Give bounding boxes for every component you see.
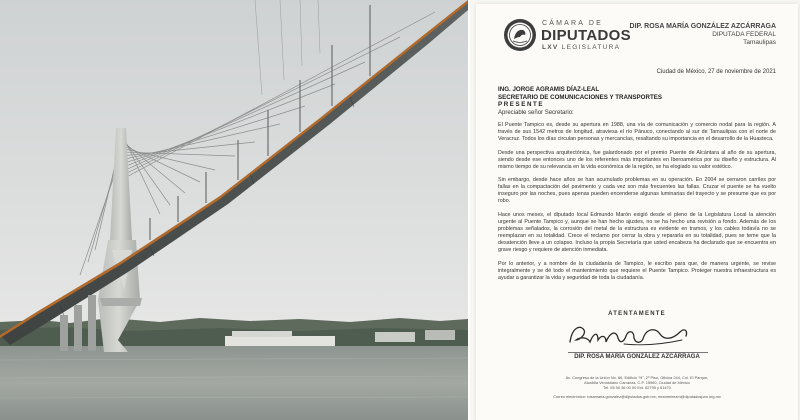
salutation: Apreciable señor Secretario: [498,110,574,116]
sender-block [630,23,776,46]
signature-line [568,352,708,353]
recipient-name: ING. JORGE AGRAMIS DÍAZ-LEAL [498,86,600,93]
camara-diputados-logo [503,17,643,53]
paragraph: Hace unos meses, el diputado local Edmundo Marón exigió desde el pleno de la Legislatura Local la atención urgente al Puente Tampico y, aunque se han hecho ajustes, no se ha hecho una revisión a fondo. Además de los problemas señalados, la corrosión del metal de la estructura es evidente en tramos, y los cables todavía no se reemplazan en su totalidad. Crece el reclamo por cerrar la obra y repararla en su totalidad, pues se teme que la desatención lleve a un colapso. Incluso la propia Secretaría que usted encabeza ha declarado que se encuentra en grave riesgo y requiere de atención inmediata. [498,211,776,254]
deck-orange-stripe [0,0,468,338]
letter-sheet [476,4,798,420]
footer-city: Alcaldía Venustiano Carranza, C.P. 15960, Ciudad de México [584,380,690,386]
closing-text: ATENTAMENTE [608,311,666,317]
letter-date: Ciudad de México, 27 de noviembre de 2021 [656,69,776,75]
signature-name: DIP. ROSA MARÍA GONZÁLEZ AZCÁRRAGA [574,354,700,360]
sender-role: DIPUTADA FEDERAL [712,31,776,38]
footer-address: Av. Congreso de la Unión No. 66, Edificio "H", 2º Piso, Oficina 244, Col. El Parque, [565,375,709,380]
far-shoreline [0,318,468,348]
paragraph: Sin embargo, desde hace años se han acumulado problemas en su operación. En 2004 se cerraron carriles por fallas en la compactación del pavimento y cada vez son más frecuentes las fallas. Cruzar el puente se ha vuelto inseguro por las noches, pues apenas pueden encenderse algunas luminarias del trayecto y se presume que es por robo. [498,177,776,205]
logo-sub-rest: LEGISLATURA [561,44,621,51]
letter-footer [476,375,798,399]
deck-lampposts [150,5,370,240]
recipient-block [498,86,662,109]
logo-sub-bold: LXV [542,44,559,51]
sender-name: DIP. ROSA MARÍA GONZÁLEZ AZCÁRRAGA [629,23,776,30]
national-seal-icon [503,18,537,52]
logo-top-text: CÁMARA DE [542,20,604,27]
recipient-title: SECRETARIO DE COMUNICACIONES Y TRANSPORTES [498,93,662,101]
logo-main-text: DIPUTADOS [541,27,631,44]
footer-email: Correo electrónico: rosamaria.gonzalez@diputados.gob.mx; mrammirezm@diputadospan.org.mx [553,393,721,399]
handwritten-signature [564,318,694,352]
recipient-present: PRESENTE [498,101,545,109]
footer-phone: Tel. 55 50 36 00 00 Ext. 62795 y 61470 [603,385,671,391]
paragraph: El Puente Tampico es, desde su apertura en 1988, una vía de comunicación y comercio nodal para la región. A través de sus 1542 metros de longitud, atraviesa el río Pánuco, conectando al sur de Tamaulipas con el norte de Veracruz. Todos los días circulan personas y mercancías, resaltando su importancia en el desarrollo de la Huasteca. [498,122,776,143]
logo-sub-text [542,44,620,51]
letter-body [498,122,776,288]
paragraph: Por lo anterior, y a nombre de la ciudadanía de Tampico, le escribo para que, de manera urgente, se revise integralmente y se dé todo el mantenimiento que requiere el Puente Tampico. Proteger nuestra infraestructura es ayudar a garantizar la vida y seguridad de toda la ciudadanía. [498,260,776,281]
sender-state: Tamaulipas [743,39,776,46]
river-water [0,346,468,420]
stay-cables [80,12,435,275]
paragraph: Desde una perspectiva arquitectónica, fue galardonado por el premio Puente de Alcántara al año de su apertura, siendo desde ese entonces uno de los referentes más importantes en Iberoamérica por su diseño y estructura. Al mismo tiempo de su relevancia en la vida económica de la región, se ha elogiado su valor estético. [498,149,776,170]
official-letter [470,0,800,420]
